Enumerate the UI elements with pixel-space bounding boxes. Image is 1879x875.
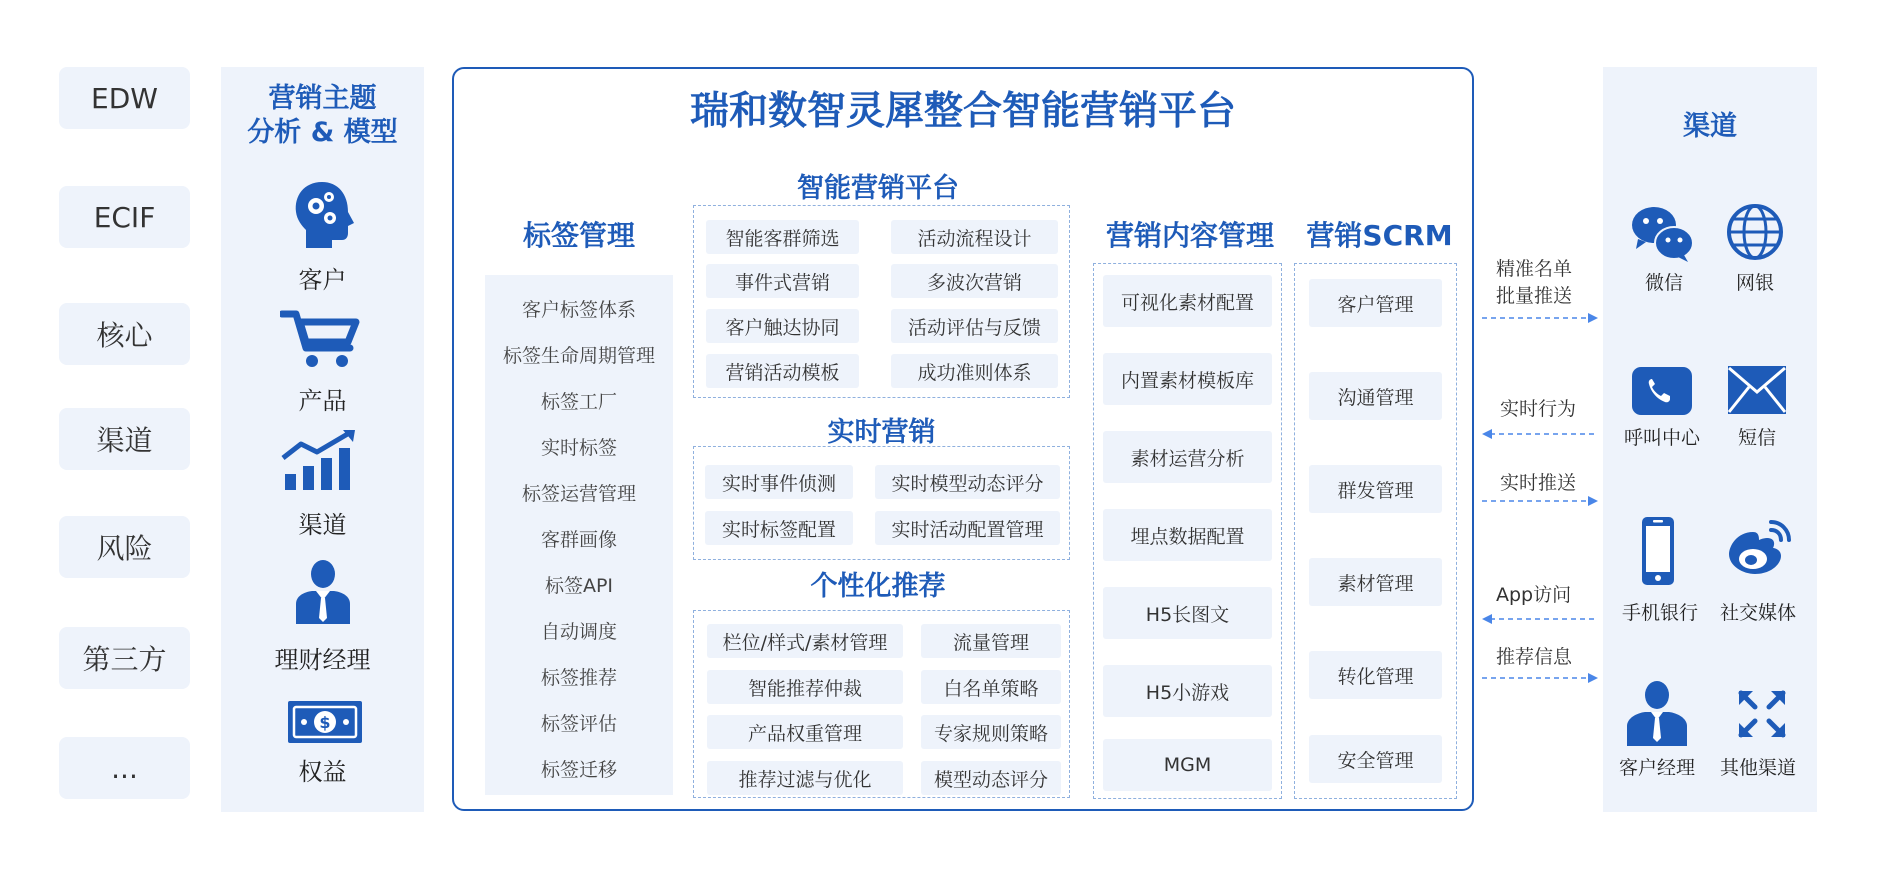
content-item: 内置素材模板库 — [1103, 353, 1272, 405]
flow-label-realtime-push: 实时推送 — [1500, 472, 1577, 494]
content-item: H5小游戏 — [1103, 665, 1272, 717]
cart-icon — [280, 308, 360, 370]
subject-customer-label: 客户 — [298, 266, 347, 294]
content-item: 埋点数据配置 — [1103, 509, 1272, 561]
channel-mobilebank-label: 手机银行 — [1621, 602, 1698, 624]
head-gears-icon — [292, 180, 356, 250]
tag-item: 自动调度 — [540, 621, 617, 643]
channel-agent-label: 客户经理 — [1618, 757, 1695, 779]
realtime-item: 实时模型动态评分 — [875, 465, 1060, 499]
content-item: H5长图文 — [1103, 587, 1272, 639]
smart-marketing-title: 智能营销平台 — [797, 173, 959, 204]
agent-icon — [1625, 680, 1689, 746]
realtime-item: 实时活动配置管理 — [875, 511, 1060, 545]
mobile-icon — [1641, 516, 1675, 586]
scrm-item: 安全管理 — [1309, 735, 1442, 783]
scrm-title: 营销SCRM — [1306, 219, 1453, 252]
content-item: 素材运营分析 — [1103, 431, 1272, 483]
tag-item: 标签工厂 — [540, 391, 617, 413]
smart-marketing-item: 多波次营销 — [891, 264, 1058, 298]
tag-item: 标签推荐 — [540, 667, 617, 689]
arrow-right-icon — [1480, 312, 1600, 324]
tag-item: 标签评估 — [540, 713, 617, 735]
source-risk: 风险 — [59, 516, 190, 578]
recommend-item: 智能推荐仲裁 — [707, 670, 903, 704]
flow-label-realtime-behavior: 实时行为 — [1500, 398, 1577, 420]
channel-social-label: 社交媒体 — [1719, 602, 1796, 624]
subjects-title-line2: 分析 & 模型 — [247, 117, 398, 148]
channel-wechat-label: 微信 — [1644, 272, 1683, 294]
source-edw: EDW — [59, 67, 190, 129]
realtime-title: 实时营销 — [827, 417, 936, 448]
tag-item: 标签运营管理 — [521, 483, 636, 505]
arrow-right-icon — [1480, 495, 1600, 507]
source-core: 核心 — [59, 303, 190, 365]
money-icon — [287, 700, 363, 744]
source-channel: 渠道 — [59, 408, 190, 470]
flow-label-recommend-info: 推荐信息 — [1496, 646, 1573, 668]
subject-manager-label: 理财经理 — [274, 646, 371, 674]
growth-chart-icon — [281, 428, 359, 492]
recommend-item: 产品权重管理 — [707, 715, 903, 749]
platform-title: 瑞和数智灵犀整合智能营销平台 — [689, 89, 1236, 134]
recommend-item: 流量管理 — [921, 624, 1061, 658]
recommend-item: 推荐过滤与优化 — [707, 761, 903, 795]
smart-marketing-item: 活动流程设计 — [891, 220, 1058, 254]
tag-item: 客群画像 — [540, 529, 617, 551]
manager-icon — [292, 558, 354, 624]
realtime-item: 实时事件侦测 — [705, 465, 853, 499]
expand-icon — [1737, 689, 1787, 739]
tag-item: 实时标签 — [540, 437, 617, 459]
channels-title: 渠道 — [1683, 111, 1737, 142]
scrm-item: 转化管理 — [1309, 651, 1442, 699]
smart-marketing-item: 活动评估与反馈 — [891, 309, 1058, 343]
flow-label-app-access: App访问 — [1496, 584, 1572, 606]
scrm-item: 沟通管理 — [1309, 372, 1442, 420]
tag-management-title: 标签管理 — [522, 219, 635, 252]
scrm-item: 素材管理 — [1309, 558, 1442, 606]
recommend-title: 个性化推荐 — [810, 571, 946, 602]
arrow-left-icon — [1480, 613, 1600, 625]
recommend-item: 专家规则策略 — [921, 715, 1061, 749]
realtime-item: 实时标签配置 — [705, 511, 853, 545]
arrow-right-icon — [1480, 672, 1600, 684]
content-title: 营销内容管理 — [1105, 219, 1274, 252]
subject-channel-label: 渠道 — [298, 511, 347, 539]
subjects-title — [221, 82, 424, 150]
subjects-title-line1: 营销主题 — [268, 83, 377, 114]
smart-marketing-item: 事件式营销 — [706, 264, 859, 298]
flow-label-batch-push: 精准名单 批量推送 — [1496, 258, 1573, 307]
smart-marketing-item: 成功准则体系 — [891, 354, 1058, 388]
phone-icon — [1632, 367, 1692, 415]
tag-item: 客户标签体系 — [521, 299, 636, 321]
smart-marketing-item: 营销活动模板 — [706, 354, 859, 388]
arrow-left-icon — [1480, 428, 1600, 440]
smart-marketing-item: 智能客群筛选 — [706, 220, 859, 254]
content-item: MGM — [1103, 739, 1272, 791]
recommend-item: 模型动态评分 — [921, 761, 1061, 795]
scrm-item: 群发管理 — [1309, 465, 1442, 513]
mail-icon — [1727, 365, 1787, 415]
channel-sms-label: 短信 — [1737, 427, 1776, 449]
wechat-icon — [1630, 205, 1694, 263]
tag-item: 标签API — [544, 575, 614, 597]
channel-netbank-label: 网银 — [1735, 272, 1774, 294]
recommend-item: 栏位/样式/素材管理 — [707, 624, 903, 658]
subject-rights-label: 权益 — [298, 758, 347, 786]
scrm-item: 客户管理 — [1309, 279, 1442, 327]
subject-product-label: 产品 — [298, 387, 347, 415]
channel-other-label: 其他渠道 — [1719, 757, 1796, 779]
svg-text:$: $ — [319, 713, 331, 732]
globe-icon — [1726, 203, 1784, 261]
scrm-box — [1294, 263, 1457, 799]
channel-callcenter-label: 呼叫中心 — [1623, 427, 1700, 449]
source-third-party: 第三方 — [59, 627, 190, 689]
tag-item: 标签生命周期管理 — [502, 345, 655, 367]
recommend-item: 白名单策略 — [921, 670, 1061, 704]
smart-marketing-item: 客户触达协同 — [706, 309, 859, 343]
tag-item: 标签迁移 — [540, 759, 617, 781]
content-item: 可视化素材配置 — [1103, 275, 1272, 327]
weibo-icon — [1727, 518, 1791, 576]
source-ecif: ECIF — [59, 186, 190, 248]
source-more: ... — [59, 737, 190, 799]
